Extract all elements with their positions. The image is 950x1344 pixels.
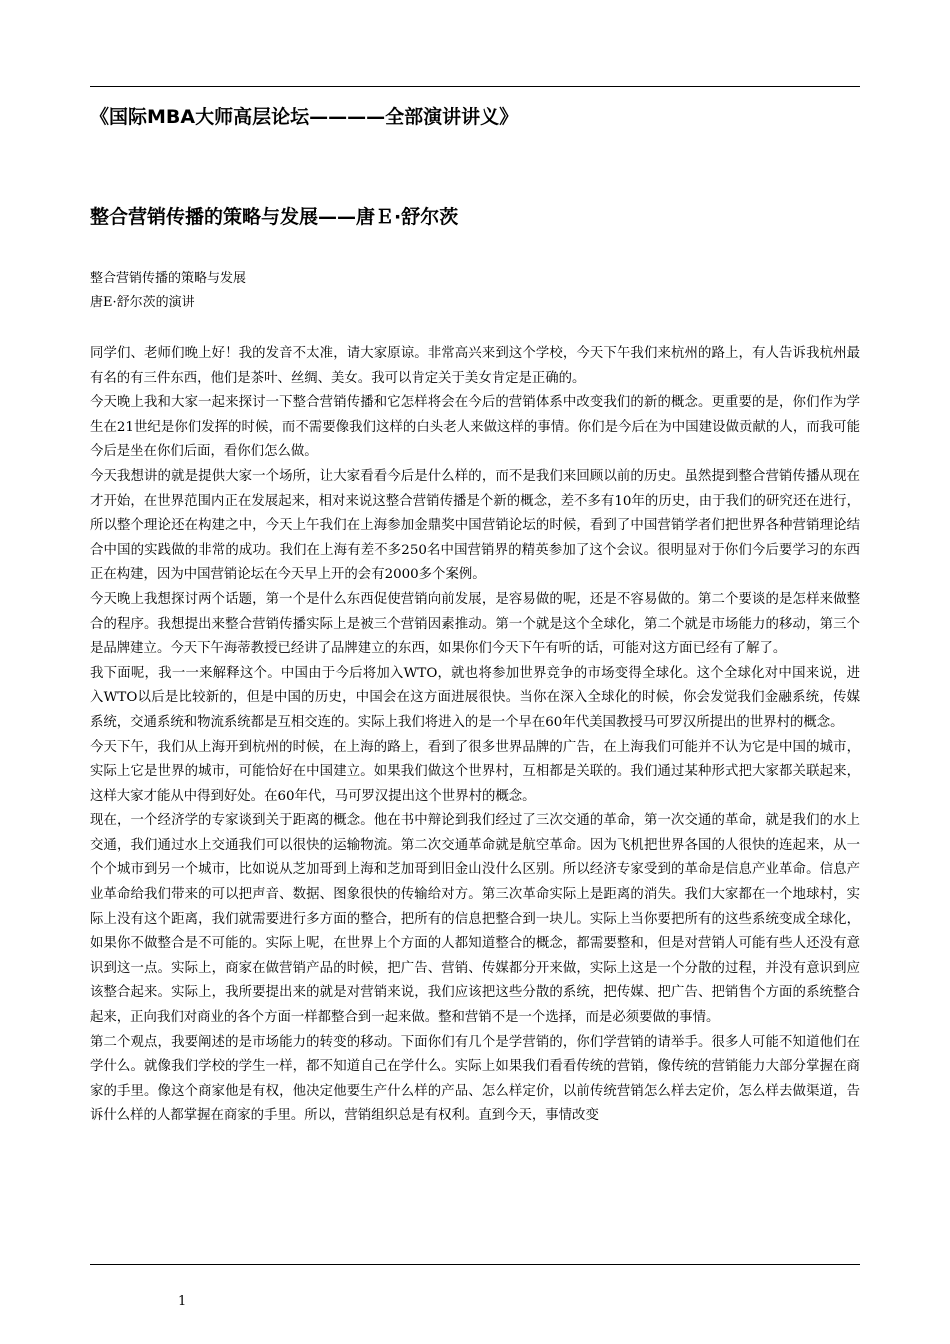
paragraph: 同学们、老师们晚上好！我的发音不太准，请大家原谅。非常高兴来到这个学校，今天下午我们来杭州的路上，有人告诉我杭州最有名的有三件东西，他们是茶叶、丝绸、美女。我可以肯定关于美女肯定是正确的。	[90, 346, 860, 386]
paragraph: 我下面呢，我一一来解释这个。中国由于今后将加入WTO，就也将参加世界竞争的市场变得全球化。这个全球化对中国来说，进入WTO以后是比较新的，但是中国的历史，中国会在这方面进展很快。当你在深入全球化的时候，你会发觉我们金融系统，传媒系统，交通系统和物流系统都是互相交连的。实际上我们将进入的是一个早在60年代美国教授马可罗汉所提出的世界村的概念。	[90, 665, 860, 730]
subheading	[90, 267, 860, 315]
paragraph: 第二个观点，我要阐述的是市场能力的转变的移动。下面你们有几个是学营销的，你们学营销的请举手。很多人可能不知道他们在学什么。就像我们学校的学生一样，都不知道自己在学什么。实际上如果我们看看传统的营销，像传统的营销能力大部分掌握在商家的手里。像这个商家他是有权，他决定他要生产什么样的产品、怎么样定价，以前传统营销怎么样去定价，怎么样去做渠道，告诉什么样的人都掌握在商家的手里。所以，营销组织总是有权利。直到今天，事情改变	[90, 1034, 860, 1124]
document-title: 《国际MBA大师高层论坛————全部演讲讲义》	[90, 106, 519, 128]
subheading-topic: 整合营销传播的策略与发展	[90, 271, 247, 286]
paragraph: 今天下午，我们从上海开到杭州的时候，在上海的路上，看到了很多世界品牌的广告，在上海我们可能并不认为它是中国的城市，实际上它是世界的城市，可能恰好在中国建立。如果我们做这个世界村，互相都是关联的。我们通过某种形式把大家都关联起来，这样大家才能从中得到好处。在60年代，马可罗汉提出这个世界村的概念。	[90, 739, 860, 804]
section-title: 整合营销传播的策略与发展——唐Ｅ·舒尔茨	[90, 206, 459, 228]
header-rule	[90, 86, 860, 87]
page-number: 1	[178, 1294, 187, 1309]
paragraph: 今天晚上我想探讨两个话题，第一个是什么东西促使营销向前发展，是容易做的呢，还是不容易做的。第二个要谈的是怎样来做整合的程序。我想提出来整合营销传播实际上是被三个营销因素推动。第一个就是这个全球化，第二个就是市场能力的移动，第三个是品牌建立。今天下午海蒂教授已经讲了品牌建立的东西，如果你们今天下午有听的话，可能对这方面已经有了解了。	[90, 591, 860, 657]
body-text	[90, 342, 860, 1129]
footer-rule	[90, 1264, 860, 1265]
paragraph: 今天我想讲的就是提供大家一个场所，让大家看看今后是什么样的，而不是我们来回顾以前的历史。虽然提到整合营销传播从现在才开始，在世界范围内正在发展起来，相对来说这整合营销传播是个新的概念，差不多有10年的历史，由于我们的研究还在进行，所以整个理论还在构建之中，今天上午我们在上海参加金鼎奖中国营销论坛的时候，看到了中国营销学者们把世界各种营销理论结合中国的实践做的非常的成功。我们在上海有差不多250名中国营销界的精英参加了这个会议。很明显对于你们今后要学习的东西正在构建，因为中国营销论坛在今天早上开的会有2000多个案例。	[90, 468, 860, 583]
subheading-speaker: 唐E·舒尔茨的演讲	[90, 295, 195, 310]
paragraph: 今天晚上我和大家一起来探讨一下整合营销传播和它怎样将会在今后的营销体系中改变我们的新的概念。更重要的是，你们作为学生在21世纪是你们发挥的时候，而不需要像我们这样的白头老人来做这样的事情。你们是今后在为中国建设做贡献的人，而我可能今后是坐在你们后面，看你们怎么做。	[90, 395, 860, 460]
paragraph: 现在，一个经济学的专家谈到关于距离的概念。他在书中辩论到我们经过了三次交通的革命，第一次交通的革命，就是我们的水上交通，我们通过水上交通我们可以很快的运输物流。第二次交通革命就是航空革命。因为飞机把世界各国的人很快的连起来，从一个个城市到另一个城市，比如说从芝加哥到上海和芝加哥到旧金山没什么区别。所以经济专家受到的革命是信息产业革命。信息产业革命给我们带来的可以把声音、数据、图象很快的传输给对方。第三次革命实际上是距离的消失。我们大家都在一个地球村，实际上没有这个距离，我们就需要进行多方面的整合，把所有的信息把整合到一块儿。实际上当你要把所有的这些系统变成全球化，如果你不做整合是不可能的。实际上呢，在世界上个方面的人都知道整合的概念，都需要整和，但是对营销人可能有些人还没有意识到这一点。实际上，商家在做营销产品的时候，把广告、营销、传媒都分开来做，实际上这是一个分散的过程，并没有意识到应该整合起来。实际上，我所要提出来的就是对营销来说，我们应该把这些分散的系统，把传媒、把广告、把销售个方面的系统整合起来，正向我们对商业的各个方面一样都整合到一起来做。整和营销不是一个选择，而是必须要做的事情。	[90, 813, 860, 1026]
